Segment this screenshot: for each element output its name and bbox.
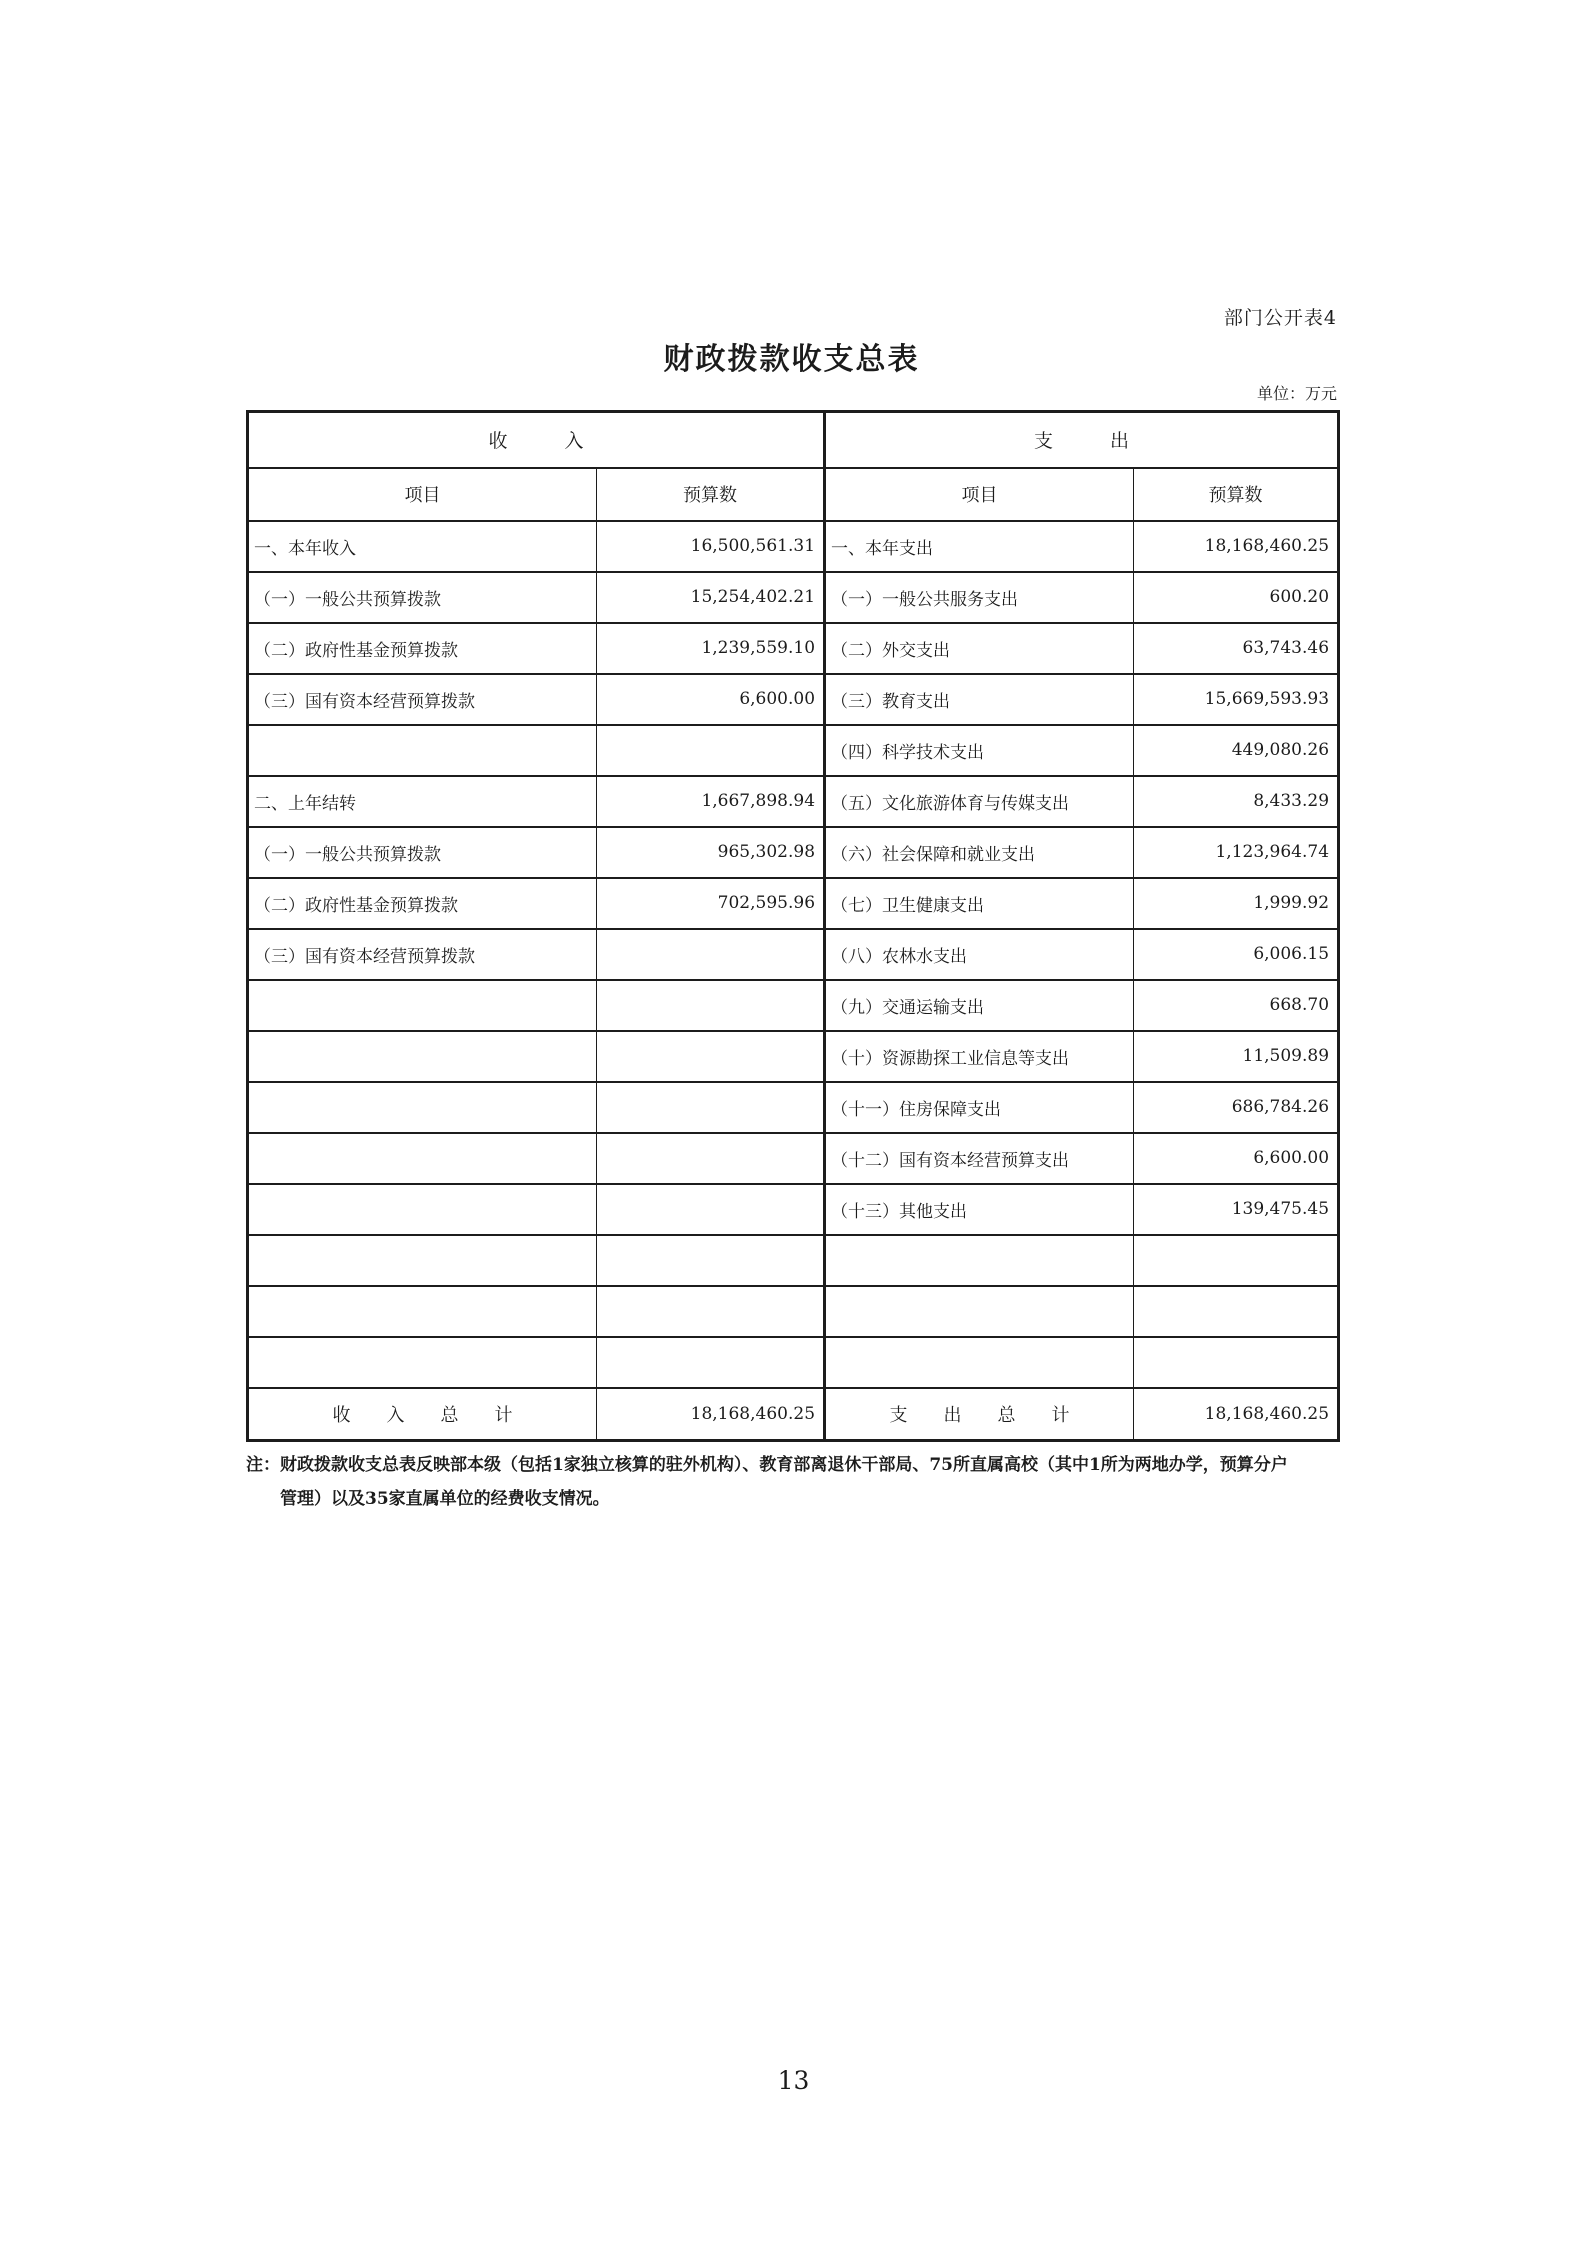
- income-budget-cell: 965,302.98: [597, 827, 825, 878]
- income-item-cell: [248, 1133, 597, 1184]
- income-item-cell: （一）一般公共预算拨款: [248, 572, 597, 623]
- unit-label: 单位：万元: [1256, 384, 1337, 403]
- income-budget-cell: [597, 725, 825, 776]
- income-item-cell: （三）国有资本经营预算拨款: [248, 674, 597, 725]
- income-budget-cell: [597, 1133, 825, 1184]
- expense-item-cell: （十三）其他支出: [825, 1184, 1134, 1235]
- income-item-cell: [248, 1286, 597, 1337]
- income-budget-cell: [597, 1031, 825, 1082]
- footnote: [246, 1448, 1346, 1516]
- expense-budget-cell: [1134, 1235, 1339, 1286]
- income-item-cell: [248, 1082, 597, 1133]
- expense-item-cell: （十）资源勘探工业信息等支出: [825, 1031, 1134, 1082]
- expense-item-cell: （六）社会保障和就业支出: [825, 827, 1134, 878]
- expense-item-cell: （三）教育支出: [825, 674, 1134, 725]
- income-budget-cell: [597, 980, 825, 1031]
- expense-item-cell: （一）一般公共服务支出: [825, 572, 1134, 623]
- expense-budget-cell: 1,123,964.74: [1134, 827, 1339, 878]
- income-budget-cell: 15,254,402.21: [597, 572, 825, 623]
- expense-total-value: 18,168,460.25: [1134, 1388, 1339, 1441]
- table-row: [248, 1031, 1339, 1082]
- budget-table: [246, 410, 1340, 1442]
- income-item-cell: 二、上年结转: [248, 776, 597, 827]
- table-row: [248, 878, 1339, 929]
- income-budget-header: 预算数: [597, 468, 825, 521]
- income-item-cell: [248, 980, 597, 1031]
- income-item-cell: [248, 1235, 597, 1286]
- expense-budget-cell: 6,600.00: [1134, 1133, 1339, 1184]
- expense-item-cell: （二）外交支出: [825, 623, 1134, 674]
- income-budget-cell: [597, 1184, 825, 1235]
- income-total-label: 收 入 总 计: [248, 1388, 597, 1441]
- expense-budget-header: 预算数: [1134, 468, 1339, 521]
- expense-item-cell: [825, 1337, 1134, 1388]
- table-row: [248, 1184, 1339, 1235]
- expense-budget-cell: 6,006.15: [1134, 929, 1339, 980]
- table-row: [248, 725, 1339, 776]
- income-budget-cell: [597, 1286, 825, 1337]
- sheet-tag: 部门公开表4: [1223, 307, 1337, 329]
- expense-item-header: 项目: [825, 468, 1134, 521]
- expense-item-cell: （七）卫生健康支出: [825, 878, 1134, 929]
- section-header-row: [248, 412, 1339, 468]
- table-row: [248, 776, 1339, 827]
- expense-item-cell: [825, 1235, 1134, 1286]
- table-row: [248, 674, 1339, 725]
- income-item-cell: [248, 1337, 597, 1388]
- expense-budget-cell: 18,168,460.25: [1134, 521, 1339, 572]
- expense-budget-cell: 11,509.89: [1134, 1031, 1339, 1082]
- table-body: [248, 521, 1339, 1388]
- expense-budget-cell: [1134, 1337, 1339, 1388]
- footnote-line: 管理）以及35家直属单位的经费收支情况。: [280, 1489, 610, 1509]
- expense-item-cell: （九）交通运输支出: [825, 980, 1134, 1031]
- income-budget-cell: 702,595.96: [597, 878, 825, 929]
- table-row: [248, 1082, 1339, 1133]
- income-budget-cell: 6,600.00: [597, 674, 825, 725]
- income-item-header: 项目: [248, 468, 597, 521]
- income-item-cell: （三）国有资本经营预算拨款: [248, 929, 597, 980]
- income-section-header: 收 入: [248, 412, 825, 468]
- income-budget-cell: 1,239,559.10: [597, 623, 825, 674]
- expense-budget-cell: 63,743.46: [1134, 623, 1339, 674]
- income-budget-cell: 16,500,561.31: [597, 521, 825, 572]
- table-row: [248, 827, 1339, 878]
- income-item-cell: （一）一般公共预算拨款: [248, 827, 597, 878]
- expense-budget-cell: 1,999.92: [1134, 878, 1339, 929]
- expense-budget-cell: 686,784.26: [1134, 1082, 1339, 1133]
- total-row: [248, 1388, 1339, 1441]
- income-item-cell: [248, 1031, 597, 1082]
- income-item-cell: 一、本年收入: [248, 521, 597, 572]
- expense-item-cell: （八）农林水支出: [825, 929, 1134, 980]
- expense-budget-cell: 668.70: [1134, 980, 1339, 1031]
- expense-item-cell: （十一）住房保障支出: [825, 1082, 1134, 1133]
- table-row: [248, 929, 1339, 980]
- table-row: [248, 1133, 1339, 1184]
- expense-item-cell: [825, 1286, 1134, 1337]
- expense-item-cell: （十二）国有资本经营预算支出: [825, 1133, 1134, 1184]
- table-row: [248, 980, 1339, 1031]
- income-budget-cell: 1,667,898.94: [597, 776, 825, 827]
- table-row: [248, 623, 1339, 674]
- income-total-value: 18,168,460.25: [597, 1388, 825, 1441]
- expense-budget-cell: 8,433.29: [1134, 776, 1339, 827]
- income-budget-cell: [597, 1235, 825, 1286]
- table-row: [248, 1286, 1339, 1337]
- income-item-cell: （二）政府性基金预算拨款: [248, 878, 597, 929]
- expense-budget-cell: 139,475.45: [1134, 1184, 1339, 1235]
- income-budget-cell: [597, 929, 825, 980]
- expense-item-cell: 一、本年支出: [825, 521, 1134, 572]
- table-row: [248, 572, 1339, 623]
- expense-budget-cell: 449,080.26: [1134, 725, 1339, 776]
- income-item-cell: （二）政府性基金预算拨款: [248, 623, 597, 674]
- income-budget-cell: [597, 1082, 825, 1133]
- expense-budget-cell: 15,669,593.93: [1134, 674, 1339, 725]
- page-title: 财政拨款收支总表: [663, 342, 920, 377]
- expense-budget-cell: 600.20: [1134, 572, 1339, 623]
- expense-item-cell: （四）科学技术支出: [825, 725, 1134, 776]
- table-row: [248, 1337, 1339, 1388]
- expense-total-label: 支 出 总 计: [825, 1388, 1134, 1441]
- footnote-label: 注：: [246, 1455, 280, 1475]
- income-item-cell: [248, 1184, 597, 1235]
- footnote-line: 财政拨款收支总表反映部本级（包括1家独立核算的驻外机构）、教育部离退休干部局、75所直属高校（其中1所为两地办学，预算分户: [280, 1455, 1288, 1475]
- page-number: 13: [777, 2066, 810, 2095]
- column-header-row: [248, 468, 1339, 521]
- footnote-text: [280, 1448, 1346, 1516]
- table-row: [248, 521, 1339, 572]
- expense-section-header: 支 出: [825, 412, 1339, 468]
- income-item-cell: [248, 725, 597, 776]
- income-budget-cell: [597, 1337, 825, 1388]
- expense-budget-cell: [1134, 1286, 1339, 1337]
- table-row: [248, 1235, 1339, 1286]
- expense-item-cell: （五）文化旅游体育与传媒支出: [825, 776, 1134, 827]
